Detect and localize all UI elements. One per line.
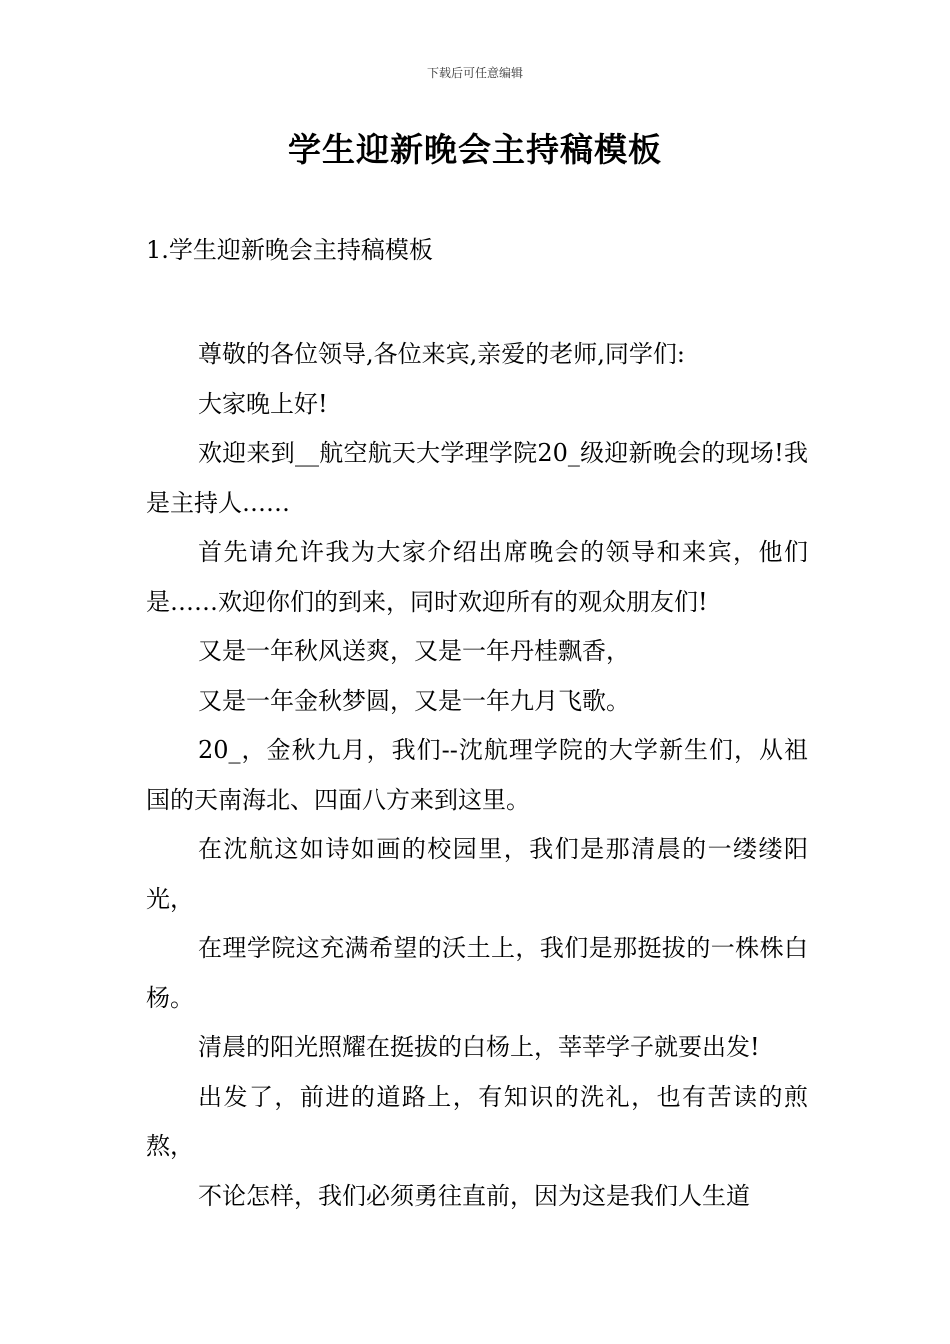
- paragraph: 在沈航这如诗如画的校园里，我们是那清晨的一缕缕阳光，: [146, 835, 808, 913]
- paragraph: 20_，金秋九月，我们--沈航理学院的大学新生们，从祖国的天南海北、四面八方来到这里。: [146, 736, 808, 814]
- paragraph: 不论怎样，我们必须勇往直前，因为这是我们人生道: [198, 1181, 750, 1210]
- paragraph: 欢迎来到__航空航天大学理学院20_级迎新晚会的现场!我是主持人……: [146, 439, 808, 517]
- paragraph: 清晨的阳光照耀在挺拔的白杨上，莘莘学子就要出发!: [198, 1033, 760, 1061]
- section-heading: 1.学生迎新晚会主持稿模板: [146, 236, 433, 264]
- paragraph: 尊敬的各位领导,各位来宾,亲爱的老师,同学们:: [198, 340, 685, 368]
- paragraph: 首先请允许我为大家介绍出席晚会的领导和来宾，他们是……欢迎你们的到来，同时欢迎所有的观众朋友们!: [146, 538, 808, 616]
- paragraph: 出发了，前进的道路上，有知识的洗礼，也有苦读的煎熬，: [146, 1082, 808, 1160]
- paragraph: 又是一年秋风送爽，又是一年丹桂飘香，: [198, 637, 630, 665]
- paragraph: 又是一年金秋梦圆，又是一年九月飞歌。: [198, 686, 630, 715]
- document-title: 学生迎新晚会主持稿模板: [288, 130, 662, 169]
- header-note: 下载后可任意编辑: [426, 66, 523, 80]
- document-body: [146, 330, 808, 1221]
- paragraph: 大家晚上好!: [198, 389, 328, 418]
- paragraph: 在理学院这充满希望的沃土上，我们是那挺拔的一株株白杨。: [146, 934, 808, 1012]
